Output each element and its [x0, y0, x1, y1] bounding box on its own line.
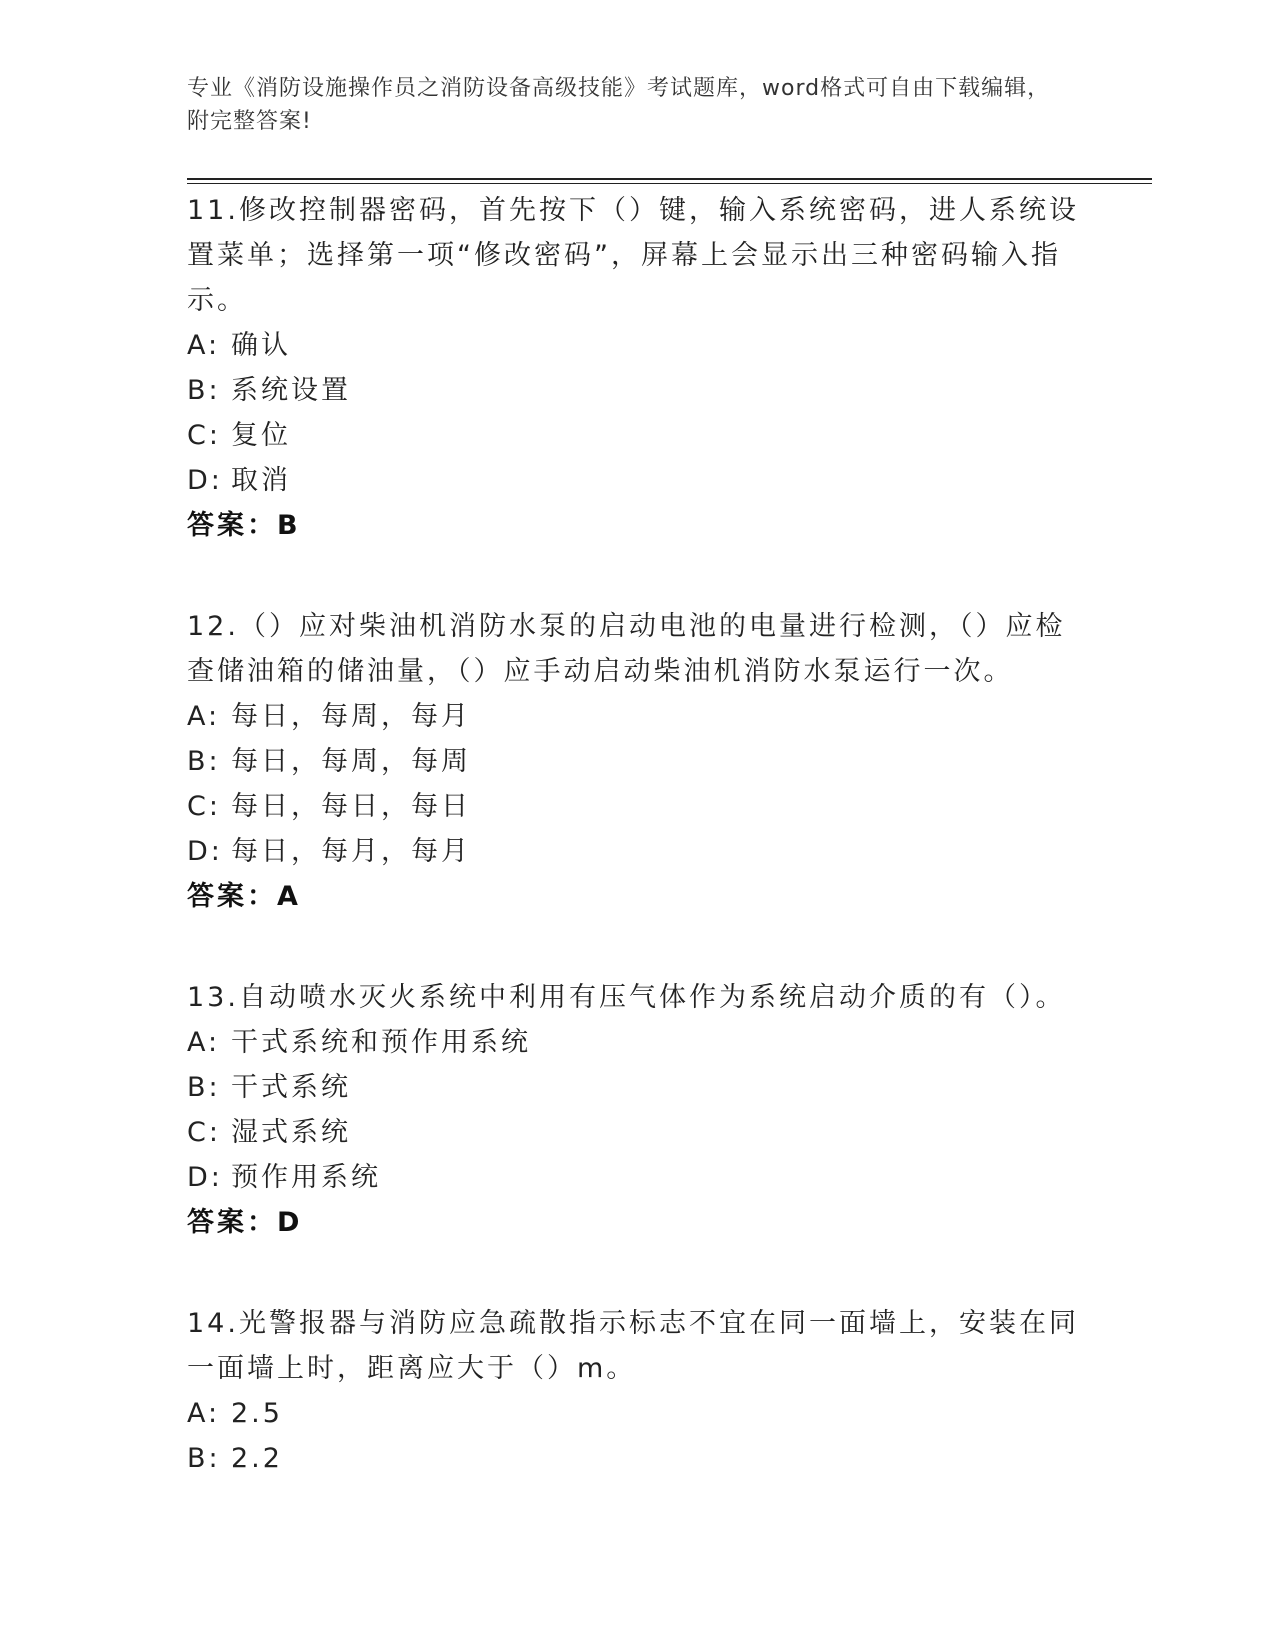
option-d [187, 829, 1087, 874]
header-divider-thin [187, 183, 1152, 184]
question-11 [187, 188, 1087, 548]
option-letter: A: [187, 1027, 221, 1058]
option-text: 每日，每日，每日 [231, 791, 471, 822]
option-text: 取消 [231, 465, 291, 496]
option-letter: D: [187, 1162, 223, 1193]
option-letter: B: [187, 375, 221, 406]
answer-value: D [277, 1207, 301, 1238]
option-text: 每日，每月，每月 [231, 836, 471, 867]
option-d [187, 1155, 1087, 1200]
header-divider-thick [187, 178, 1152, 180]
option-letter: C: [187, 791, 221, 822]
option-c [187, 784, 1087, 829]
option-text: 确认 [231, 330, 291, 361]
option-text: 预作用系统 [231, 1162, 381, 1193]
answer-label: 答案： [187, 1207, 277, 1238]
option-b [187, 1436, 1087, 1481]
question-text: 14.光警报器与消防应急疏散指示标志不宜在同一面墙上，安装在同一面墙上时，距离应大于（）m。 [187, 1308, 1079, 1384]
option-a [187, 323, 1087, 368]
option-letter: D: [187, 465, 223, 496]
option-text: 干式系统 [231, 1072, 351, 1103]
option-d [187, 458, 1087, 503]
option-letter: C: [187, 1117, 221, 1148]
option-b [187, 368, 1087, 413]
option-letter: A: [187, 1398, 221, 1429]
option-a [187, 1020, 1087, 1065]
question-13 [187, 975, 1087, 1245]
option-letter: B: [187, 746, 221, 777]
answer-line [187, 874, 1087, 919]
option-letter: A: [187, 330, 221, 361]
option-letter: B: [187, 1443, 221, 1474]
option-text: 2.2 [231, 1443, 283, 1474]
option-text: 干式系统和预作用系统 [231, 1027, 531, 1058]
option-text: 湿式系统 [231, 1117, 351, 1148]
question-list [187, 188, 1087, 1537]
option-c [187, 1110, 1087, 1155]
option-a [187, 1391, 1087, 1436]
answer-line [187, 503, 1087, 548]
option-letter: B: [187, 1072, 221, 1103]
answer-label: 答案： [187, 510, 277, 541]
question-14 [187, 1301, 1087, 1481]
option-letter: C: [187, 420, 221, 451]
option-letter: D: [187, 836, 223, 867]
answer-label: 答案： [187, 881, 277, 912]
question-12 [187, 604, 1087, 919]
option-b [187, 1065, 1087, 1110]
answer-line [187, 1200, 1087, 1245]
option-a [187, 694, 1087, 739]
option-text: 每日，每周，每周 [231, 746, 471, 777]
option-text: 系统设置 [231, 375, 351, 406]
option-text: 2.5 [231, 1398, 283, 1429]
question-text: 13.自动喷水灭火系统中利用有压气体作为系统启动介质的有（）。 [187, 982, 1066, 1013]
option-c [187, 413, 1087, 458]
question-text: 11.修改控制器密码，首先按下（）键，输入系统密码，进人系统设置菜单；选择第一项“修改密码”，屏幕上会显示出三种密码输入指示。 [187, 195, 1079, 316]
option-letter: A: [187, 701, 221, 732]
option-b [187, 739, 1087, 784]
option-text: 每日，每周，每月 [231, 701, 471, 732]
option-text: 复位 [231, 420, 291, 451]
document-header: 专业《消防设施操作员之消防设备高级技能》考试题库，word格式可自由下载编辑，附完整答案! [187, 76, 1051, 134]
question-text: 12.（）应对柴油机消防水泵的启动电池的电量进行检测，（）应检查储油箱的储油量，（）应手动启动柴油机消防水泵运行一次。 [187, 611, 1066, 687]
answer-value: B [277, 510, 299, 541]
answer-value: A [277, 881, 299, 912]
